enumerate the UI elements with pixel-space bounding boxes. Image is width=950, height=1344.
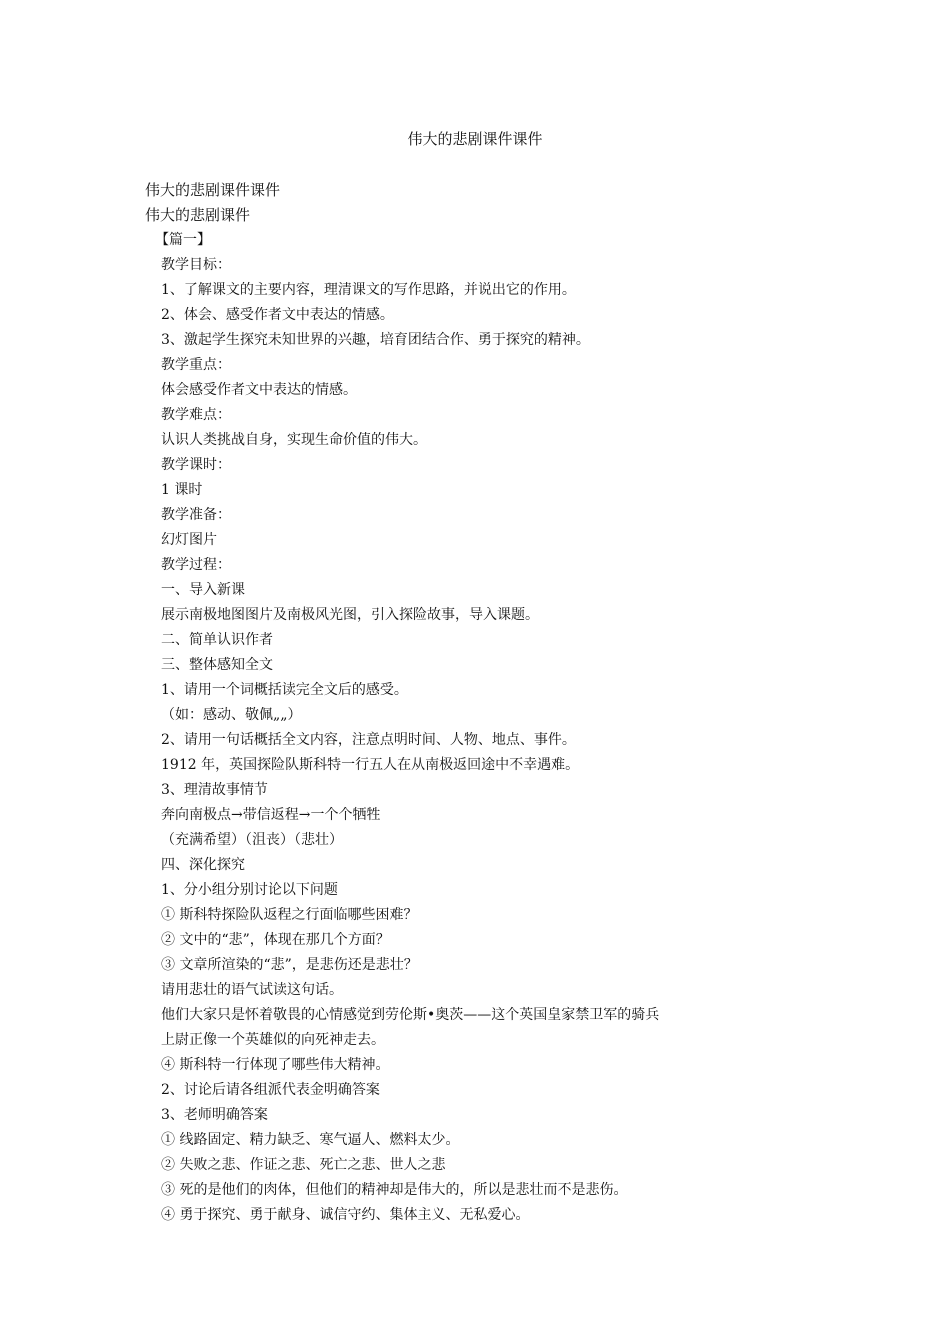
text-line: 上尉正像一个英雄似的向死神走去。 bbox=[161, 1032, 385, 1048]
text-line: 四、深化探究 bbox=[161, 857, 245, 873]
text-line: ④ 斯科特一行体现了哪些伟大精神。 bbox=[161, 1057, 390, 1073]
text-line: ④ 勇于探究、勇于献身、诚信守约、集体主义、无私爱心。 bbox=[161, 1207, 530, 1223]
text-line: 教学过程： bbox=[161, 557, 231, 573]
text-line: ③ 文章所渲染的“悲”，是悲伤还是悲壮？ bbox=[161, 957, 418, 973]
text-line: 三、整体感知全文 bbox=[161, 657, 273, 673]
body-text bbox=[155, 228, 801, 1228]
text-line: 教学课时： bbox=[161, 457, 231, 473]
text-line: 体会感受作者文中表达的情感。 bbox=[161, 382, 357, 398]
text-line: 1 课时 bbox=[161, 482, 203, 498]
text-line: 2、讨论后请各组派代表金明确答案 bbox=[161, 1082, 380, 1098]
text-line: ① 斯科特探险队返程之行面临哪些困难？ bbox=[161, 907, 418, 923]
text-line: ① 线路固定、精力缺乏、寒气逼人、燃料太少。 bbox=[161, 1132, 460, 1148]
text-line: （如：感动、敬佩„„） bbox=[161, 707, 302, 723]
text-line: 幻灯图片 bbox=[161, 532, 217, 548]
text-line: 二、简单认识作者 bbox=[161, 632, 273, 648]
heading-block bbox=[145, 178, 805, 228]
text-line: 1912 年，英国探险队斯科特一行五人在从南极返回途中不幸遇难。 bbox=[161, 757, 580, 773]
section-label: 【篇一】 bbox=[155, 232, 211, 248]
text-line: 教学目标： bbox=[161, 257, 231, 273]
text-line: ③ 死的是他们的肉体，但他们的精神却是伟大的，所以是悲壮而不是悲伤。 bbox=[161, 1182, 628, 1198]
text-line: 2、体会、感受作者文中表达的情感。 bbox=[161, 307, 394, 323]
text-line: 教学难点： bbox=[161, 407, 231, 423]
text-line: 3、老师明确答案 bbox=[161, 1107, 268, 1123]
text-line: 1、分小组分别讨论以下问题 bbox=[161, 882, 338, 898]
text-line: 1、了解课文的主要内容，理清课文的写作思路，并说出它的作用。 bbox=[161, 282, 576, 298]
text-line: 展示南极地图图片及南极风光图，引入探险故事，导入课题。 bbox=[161, 607, 539, 623]
text-line: 3、理清故事情节 bbox=[161, 782, 268, 798]
text-line: 奔向南极点→带信返程→一个个牺牲 bbox=[161, 807, 381, 823]
text-line: 2、请用一句话概括全文内容，注意点明时间、人物、地点、事件。 bbox=[161, 732, 576, 748]
heading-line: 伟大的悲剧课件课件 bbox=[145, 181, 281, 199]
text-line: 请用悲壮的语气试读这句话。 bbox=[161, 982, 343, 998]
document-title: 伟大的悲剧课件课件 bbox=[407, 130, 543, 148]
text-line: 3、激起学生探究未知世界的兴趣，培育团结合作、勇于探究的精神。 bbox=[161, 332, 590, 348]
text-line: ② 文中的“悲”，体现在那几个方面？ bbox=[161, 932, 390, 948]
text-line: （充满希望）（沮丧）（悲壮） bbox=[161, 832, 343, 848]
text-line: 教学准备： bbox=[161, 507, 231, 523]
text-line: 他们大家只是怀着敬畏的心情感觉到劳伦斯•奥茨——这个英国皇家禁卫军的骑兵 bbox=[161, 1007, 660, 1023]
text-line: 教学重点： bbox=[161, 357, 231, 373]
text-line: 认识人类挑战自身，实现生命价值的伟大。 bbox=[161, 432, 427, 448]
heading-line: 伟大的悲剧课件 bbox=[145, 206, 251, 224]
text-line: 1、请用一个词概括读完全文后的感受。 bbox=[161, 682, 408, 698]
text-line: 一、导入新课 bbox=[161, 582, 245, 598]
text-line: ② 失败之悲、作证之悲、死亡之悲、世人之悲 bbox=[161, 1157, 446, 1173]
